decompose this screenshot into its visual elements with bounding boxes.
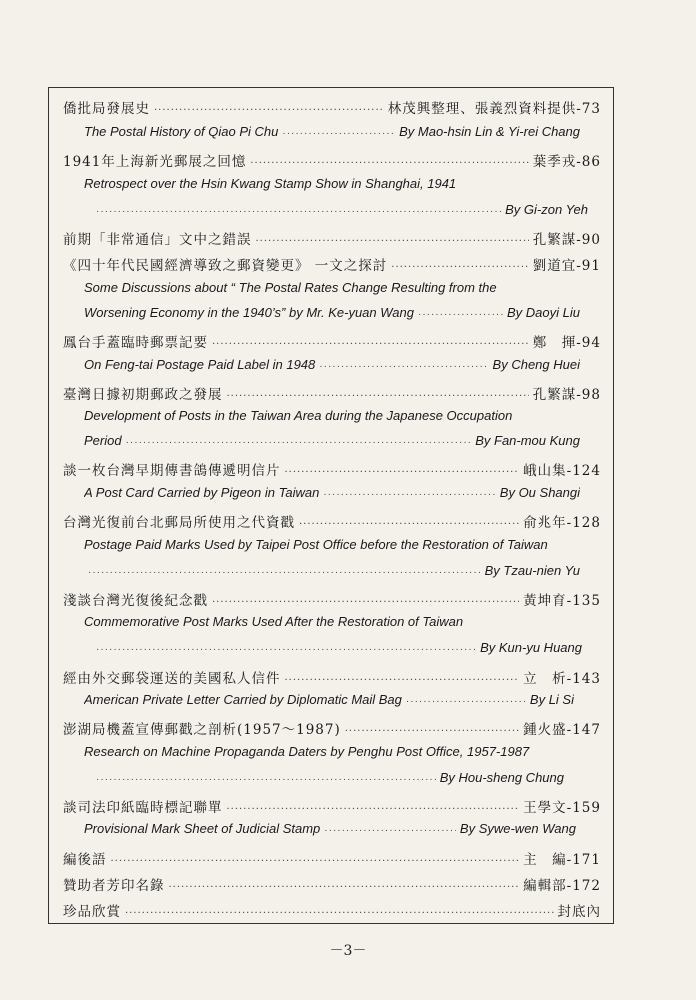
entry-title-zh: 珍品欣賞 <box>63 904 121 920</box>
toc-entry-en-author <box>92 202 588 217</box>
toc-entry-zh <box>63 718 601 738</box>
entry-title-zh: 台灣光復前台北郵局所使用之代資戳 <box>63 515 295 531</box>
entry-ref-zh: 峨山集-124 <box>523 463 601 479</box>
leader-dots <box>282 128 395 139</box>
toc-entry-en-author <box>84 563 580 578</box>
toc-entry-en-title <box>84 744 584 759</box>
entry-title-en: A Post Card Carried by Pigeon in Taiwan <box>84 485 320 500</box>
toc-entry-zh <box>63 331 601 351</box>
toc-entry-en-title <box>84 408 584 423</box>
toc-entry-en <box>84 124 580 139</box>
leader-dots <box>319 361 488 372</box>
toc-entry-zh <box>63 97 601 117</box>
entry-ref-zh: 俞兆年-128 <box>523 515 601 531</box>
entry-title-zh: 談一枚台灣早期傳書鴿傳遞明信片 <box>63 463 281 479</box>
toc-entry-zh <box>63 589 601 609</box>
entry-title-zh: 贊助者芳印名錄 <box>63 878 165 894</box>
toc-entry-zh <box>63 667 601 687</box>
entry-ref-zh: 鄭 揮-94 <box>532 335 601 351</box>
leader-dots <box>96 206 501 217</box>
toc-entry-en <box>84 357 580 372</box>
toc-entry-zh <box>63 848 601 868</box>
entry-title-zh: 1941年上海新光郵展之回憶 <box>63 154 247 170</box>
leader-dots <box>406 696 526 707</box>
leader-dots <box>125 908 554 919</box>
toc-entry-en <box>84 821 576 836</box>
toc-entry-en <box>84 433 580 448</box>
leader-dots <box>391 262 528 273</box>
entry-ref-zh: 葉季戎-86 <box>532 154 601 170</box>
entry-author-en: By Hou-sheng Chung <box>439 770 564 785</box>
entry-ref-zh: 封底內 <box>557 904 601 920</box>
entry-title-zh: 鳳台手蓋臨時郵票記要 <box>63 335 208 351</box>
toc-entry-en <box>84 485 580 500</box>
entry-ref-zh: 編輯部-172 <box>523 878 601 894</box>
entry-author-en: By Sywe-wen Wang <box>459 821 576 836</box>
toc-entry-en-title <box>84 280 584 295</box>
entry-title-zh: 淺談台灣光復後紀念戳 <box>63 593 208 609</box>
entry-title-en: Worsening Economy in the 1940’s” by Mr. Ke-yuan Wang <box>84 305 414 320</box>
entry-title-en: Commemorative Post Marks Used After the Restoration of Taiwan <box>84 614 464 629</box>
entry-ref-zh: 林茂興整理、張義烈資料提供-73 <box>387 101 601 117</box>
entry-title-en: Development of Posts in the Taiwan Area during the Japanese Occupation <box>84 408 513 423</box>
entry-ref-zh: 王學文-159 <box>523 800 601 816</box>
leader-dots <box>212 339 529 350</box>
entry-title-en: Retrospect over the Hsin Kwang Stamp Show in Shanghai, 1941 <box>84 176 457 191</box>
leader-dots <box>227 804 520 815</box>
leader-dots <box>324 825 456 836</box>
entry-ref-zh: 立 析-143 <box>523 671 601 687</box>
toc-entry-zh <box>63 150 601 170</box>
entry-author-en: By Mao-hsin Lin & Yi-rei Chang <box>399 124 580 139</box>
entry-title-en: American Private Letter Carried by Diplomatic Mail Bag <box>84 692 402 707</box>
leader-dots <box>154 105 384 116</box>
toc-entry-en-title <box>84 537 594 552</box>
leader-dots <box>96 644 476 655</box>
toc-entry-en <box>84 692 574 707</box>
leader-dots <box>285 675 520 686</box>
toc-entry-en-title <box>84 614 584 629</box>
leader-dots <box>227 391 529 402</box>
entry-title-en: Period <box>84 433 122 448</box>
toc-entry-zh <box>63 383 601 403</box>
toc-entry-en-title <box>84 176 584 191</box>
leader-dots <box>418 309 503 320</box>
leader-dots <box>88 567 481 578</box>
toc-entry-en-author <box>92 640 582 655</box>
leader-dots <box>345 726 519 737</box>
toc-entry-en-author <box>92 770 564 785</box>
entry-ref-zh: 孔繁謀-90 <box>532 232 601 248</box>
toc-entry-zh <box>63 900 601 920</box>
entry-title-en: Research on Machine Propaganda Daters by Penghu Post Office, 1957-1987 <box>84 744 530 759</box>
entry-title-zh: 談司法印紙臨時標記聯單 <box>63 800 223 816</box>
leader-dots <box>323 489 495 500</box>
entry-title-en: Provisional Mark Sheet of Judicial Stamp <box>84 821 321 836</box>
entry-title-zh: 僑批局發展史 <box>63 101 150 117</box>
entry-ref-zh: 鍾火盛-147 <box>523 722 601 738</box>
leader-dots <box>250 158 528 169</box>
toc-entry-zh <box>63 228 601 248</box>
leader-dots <box>212 597 519 608</box>
toc-entry-zh <box>63 874 601 894</box>
leader-dots <box>96 774 436 785</box>
entry-title-zh: 前期「非常通信」文中之錯誤 <box>63 232 252 248</box>
entry-title-en: Some Discussions about “ The Postal Rates Change Resulting from the <box>84 280 497 295</box>
entry-author-en: By Li Si <box>529 692 574 707</box>
toc-entry-zh <box>63 796 601 816</box>
entry-author-en: By Daoyi Liu <box>507 305 580 320</box>
leader-dots <box>111 856 520 867</box>
entry-author-en: By Kun-yu Huang <box>480 640 582 655</box>
leader-dots <box>299 519 519 530</box>
entry-title-zh: 編後語 <box>63 852 107 868</box>
toc-entry-zh <box>63 459 601 479</box>
entry-author-en: By Tzau-nien Yu <box>484 563 580 578</box>
entry-title-zh: 經由外交郵袋運送的美國私人信件 <box>63 671 281 687</box>
entry-author-en: By Ou Shangi <box>499 485 580 500</box>
entry-author-en: By Cheng Huei <box>492 357 580 372</box>
entry-ref-zh: 劉道宜-91 <box>532 258 601 274</box>
leader-dots <box>126 437 472 448</box>
leader-dots <box>285 467 520 478</box>
entry-ref-zh: 黃坤育-135 <box>523 593 601 609</box>
entry-ref-zh: 孔繁謀-98 <box>532 387 601 403</box>
entry-title-en: On Feng-tai Postage Paid Label in 1948 <box>84 357 316 372</box>
toc-entry-zh <box>63 511 601 531</box>
entry-title-en: The Postal History of Qiao Pi Chu <box>84 124 279 139</box>
toc-entry-zh <box>63 254 601 274</box>
entry-title-zh: 《四十年代民國經濟導致之郵資變更》 一文之探討 <box>63 258 388 274</box>
entry-author-en: By Gi-zon Yeh <box>505 202 588 217</box>
leader-dots <box>169 882 520 893</box>
page-number: －3－ <box>329 943 367 959</box>
entry-title-zh: 臺灣日據初期郵政之發展 <box>63 387 223 403</box>
leader-dots <box>256 236 529 247</box>
entry-title-en: Postage Paid Marks Used by Taipei Post Office before the Restoration of Taiwan <box>84 537 548 552</box>
toc-entry-en <box>84 305 580 320</box>
entry-title-zh: 澎湖局機蓋宣傳郵戳之剖析(1957～1987) <box>63 722 341 738</box>
entry-ref-zh: 主 編-171 <box>523 852 601 868</box>
entry-author-en: By Fan-mou Kung <box>475 433 580 448</box>
